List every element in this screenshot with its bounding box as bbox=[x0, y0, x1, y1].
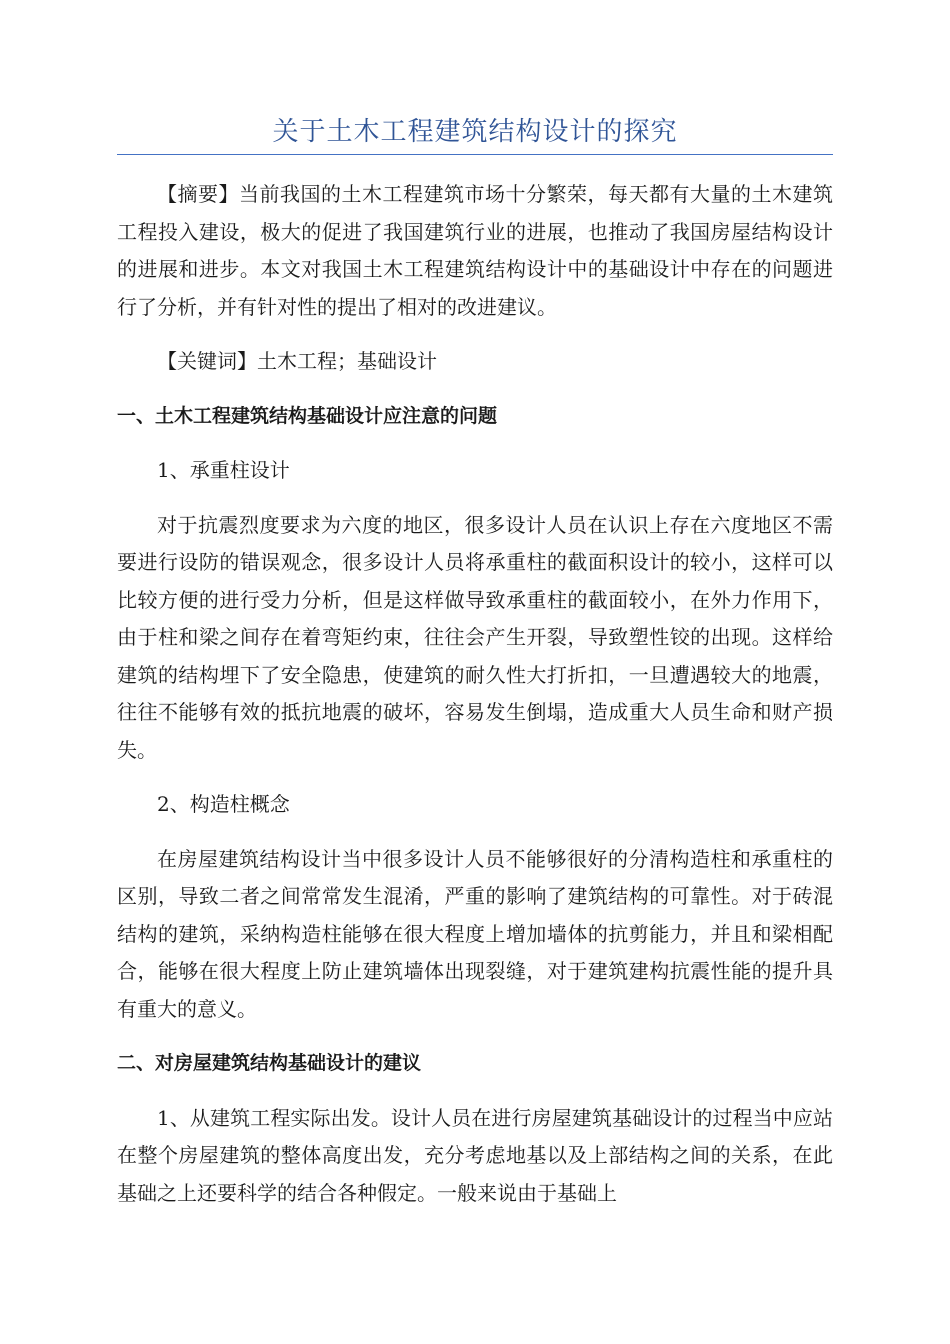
subsection-1-1-heading: 1、承重柱设计 bbox=[157, 458, 290, 482]
abstract-paragraph: 【摘要】当前我国的土木工程建筑市场十分繁荣，每天都有大量的土木建筑工程投入建设，极大的促进了我国建筑行业的进展，也推动了我国房屋结构设计的进展和进步。本文对我国土木工程建筑结构设计中的基础设计中存在的问题进行了分析，并有针对性的提出了相对的改进建议。 bbox=[117, 182, 833, 319]
subsection-1-1-paragraph: 对于抗震烈度要求为六度的地区，很多设计人员在认识上存在六度地区不需要进行设防的错误观念，很多设计人员将承重柱的截面积设计的较小，这样可以比较方便的进行受力分析，但是这样做导致承重柱的截面较小，在外力作用下，由于柱和梁之间存在着弯矩约束，往往会产生开裂，导致塑性铰的出现。这样给建筑的结构埋下了安全隐患，使建筑的耐久性大打折扣，一旦遭遇较大的地震，往往不能够有效的抵抗地震的破坏，容易发生倒塌，造成重大人员生命和财产损失。 bbox=[117, 512, 833, 762]
subsection-1-2-paragraph: 在房屋建筑结构设计当中很多设计人员不能够很好的分清构造柱和承重柱的区别，导致二者之间常常发生混淆，严重的影响了建筑结构的可靠性。对于砖混结构的建筑，采纳构造柱能够在很大程度上增加墙体的抗剪能力，并且和梁相配合，能够在很大程度上防止建筑墙体出现裂缝，对于建筑建构抗震性能的提升具有重大的意义。 bbox=[117, 846, 833, 1021]
subsection-1-2-heading: 2、构造柱概念 bbox=[157, 792, 290, 816]
document-body bbox=[117, 176, 833, 1212]
keywords-paragraph: 【关键词】土木工程；基础设计 bbox=[157, 349, 437, 373]
section-2-heading: 二、对房屋建筑结构基础设计的建议 bbox=[117, 1052, 422, 1074]
document-title: 关于土木工程建筑结构设计的探究 bbox=[272, 117, 678, 147]
section-1-heading: 一、土木工程建筑结构基础设计应注意的问题 bbox=[117, 404, 498, 427]
title-underline bbox=[117, 154, 833, 155]
section-2-paragraph: 1、从建筑工程实际出发。设计人员在进行房屋建筑基础设计的过程当中应站在整个房屋建筑的整体高度出发，充分考虑地基以及上部结构之间的关系，在此基础之上还要科学的结合各种假定。一般来说由于基础上 bbox=[117, 1105, 833, 1205]
